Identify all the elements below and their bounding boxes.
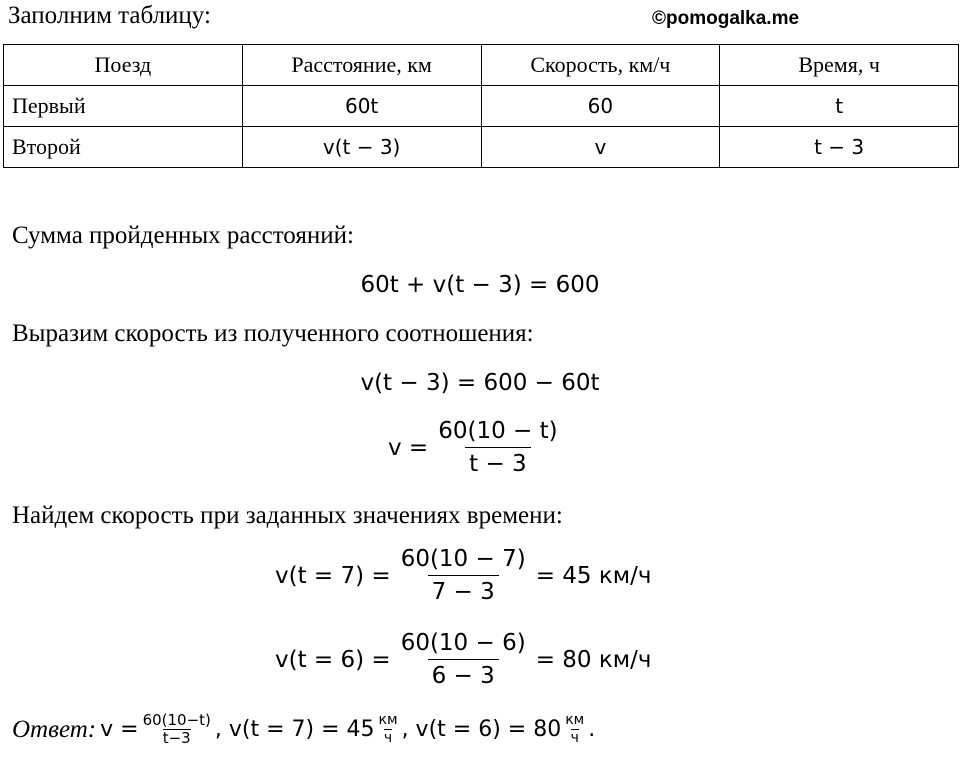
express-label: Выразим скорость из полученного соотношения: — [12, 320, 534, 347]
equation-sum: 60t + v(t − 3) = 600 — [360, 272, 600, 298]
header-speed: Скорость, км/ч — [481, 45, 720, 86]
eq4-fraction — [397, 546, 530, 605]
header-distance: Расстояние, км — [242, 45, 481, 86]
sum-label: Сумма пройденных расстояний: — [12, 222, 354, 249]
unit-numerator: км — [378, 712, 398, 728]
intro-text: Заполним таблицу: — [8, 2, 211, 29]
cell-distance: v(t − 3) — [242, 127, 481, 168]
answer-t6: , v(t = 6) = 80 — [401, 717, 562, 742]
cell-time: t — [720, 86, 959, 127]
answer-unit-1 — [379, 712, 398, 747]
unit-numerator: км — [565, 712, 585, 728]
eq3-lhs: v = — [388, 434, 429, 461]
eq3-denominator: t − 3 — [465, 447, 531, 477]
eq3-numerator: 60(10 − t) — [438, 418, 558, 444]
cell-speed: 60 — [481, 86, 720, 127]
header-train: Поезд — [4, 45, 243, 86]
cell-train: Первый — [4, 86, 243, 127]
cell-distance: 60t — [242, 86, 481, 127]
answer-unit-2 — [565, 712, 584, 747]
unit-denominator: ч — [383, 730, 393, 746]
table-header-row — [4, 45, 959, 86]
answer-end: . — [588, 717, 596, 742]
data-table — [3, 44, 959, 168]
answer-label: Ответ: — [12, 715, 97, 743]
equation-t7 — [275, 546, 651, 605]
equation-t6 — [275, 630, 651, 689]
answer-fraction-denominator: t−3 — [162, 729, 191, 747]
answer-fraction-numerator: 60(10−t) — [142, 711, 211, 729]
watermark: ©pomogalka.me — [652, 8, 800, 29]
table-row — [4, 127, 959, 168]
header-time: Время, ч — [720, 45, 959, 86]
eq4-lhs: v(t = 7) = — [275, 562, 391, 589]
eq5-denominator: 6 − 3 — [428, 659, 499, 689]
equation-v-formula — [388, 418, 562, 477]
eq4-numerator: 60(10 − 7) — [400, 546, 526, 572]
cell-speed: v — [481, 127, 720, 168]
eq5-lhs: v(t = 6) = — [275, 646, 391, 673]
eq5-rhs: = 80 км/ч — [535, 646, 652, 673]
eq5-fraction — [397, 630, 530, 689]
find-label: Найдем скорость при заданных значениях времени: — [12, 502, 563, 529]
eq5-numerator: 60(10 − 6) — [400, 630, 526, 656]
answer-line — [12, 712, 595, 747]
answer-v-lhs: v = — [100, 717, 139, 742]
eq4-rhs: = 45 км/ч — [535, 562, 652, 589]
eq4-denominator: 7 − 3 — [428, 575, 499, 605]
cell-time: t − 3 — [720, 127, 959, 168]
equation-express: v(t − 3) = 600 − 60t — [360, 370, 600, 396]
answer-fraction — [143, 712, 211, 747]
unit-denominator: ч — [570, 730, 579, 746]
cell-train: Второй — [4, 127, 243, 168]
table-row — [4, 86, 959, 127]
eq3-fraction — [434, 418, 561, 477]
answer-t7: , v(t = 7) = 45 — [214, 717, 375, 742]
